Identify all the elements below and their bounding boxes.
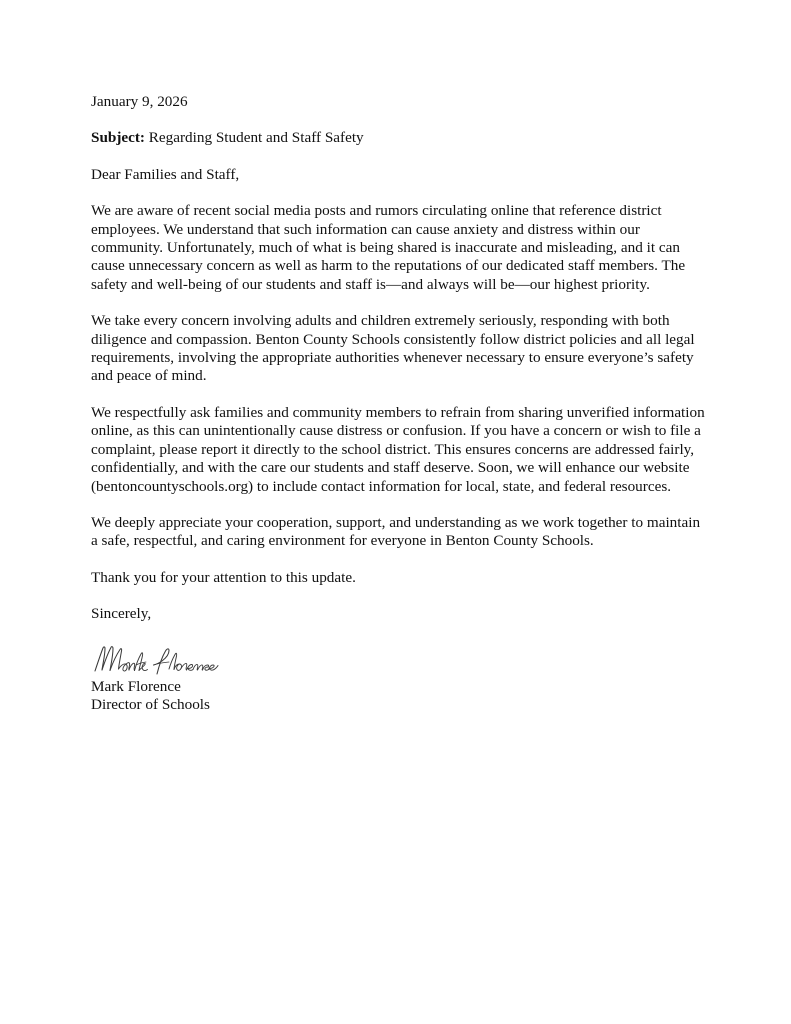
letter-subject-line xyxy=(91,129,705,147)
signature-block xyxy=(91,644,511,715)
letter-paragraph-1: We are aware of recent social media posts and rumors circulating online that reference district employees. We understand that such information can cause anxiety and distress within our community. Unfortunately, much of what is being shared is inaccurate and misleading, and it can cause unnecessary concern as well as harm to the reputations of our dedicated staff members. The safety and well-being of our students and staff is—and always will be—our highest priority. xyxy=(91,202,686,293)
letter-paragraph-3: We respectfully ask families and community members to refrain from sharing unverified information online, as this can unintentionally cause distress or confusion. If you have a concern or wish to file a complaint, please report it directly to the school district. This ensures concerns are addressed fairly, confidentially, and with the care our students and staff deserve. Soon, we will enhance our website (bentoncountyschools.org) to include contact information for local, state, and federal resources. xyxy=(91,403,705,495)
letter-closing: Sincerely, xyxy=(91,605,152,623)
handwritten-signature-icon xyxy=(93,644,219,676)
letter-thanks-line: Thank you for your attention to this update. xyxy=(91,568,356,586)
letter-date: January 9, 2026 xyxy=(91,93,188,110)
signer-name: Mark Florence xyxy=(91,678,181,695)
subject-text: Regarding Student and Staff Safety xyxy=(145,129,364,147)
letter-paragraph-4: We deeply appreciate your cooperation, support, and understanding as we work together to maintain a safe, respectful, and caring environment for everyone in Benton County Schools. xyxy=(91,513,701,550)
subject-label: Subject: xyxy=(91,129,145,147)
letter-salutation: Dear Families and Staff, xyxy=(91,165,240,183)
letter-body xyxy=(91,93,705,624)
signer-title: Director of Schools xyxy=(91,696,210,714)
letter-paragraph-2: We take every concern involving adults and children extremely seriously, responding with both diligence and compassion. Benton County Schools consistently follow district policies and all legal requirements, involving the appropriate authorities whenever necessary to ensure everyone’s safety and peace of mind. xyxy=(91,312,695,385)
